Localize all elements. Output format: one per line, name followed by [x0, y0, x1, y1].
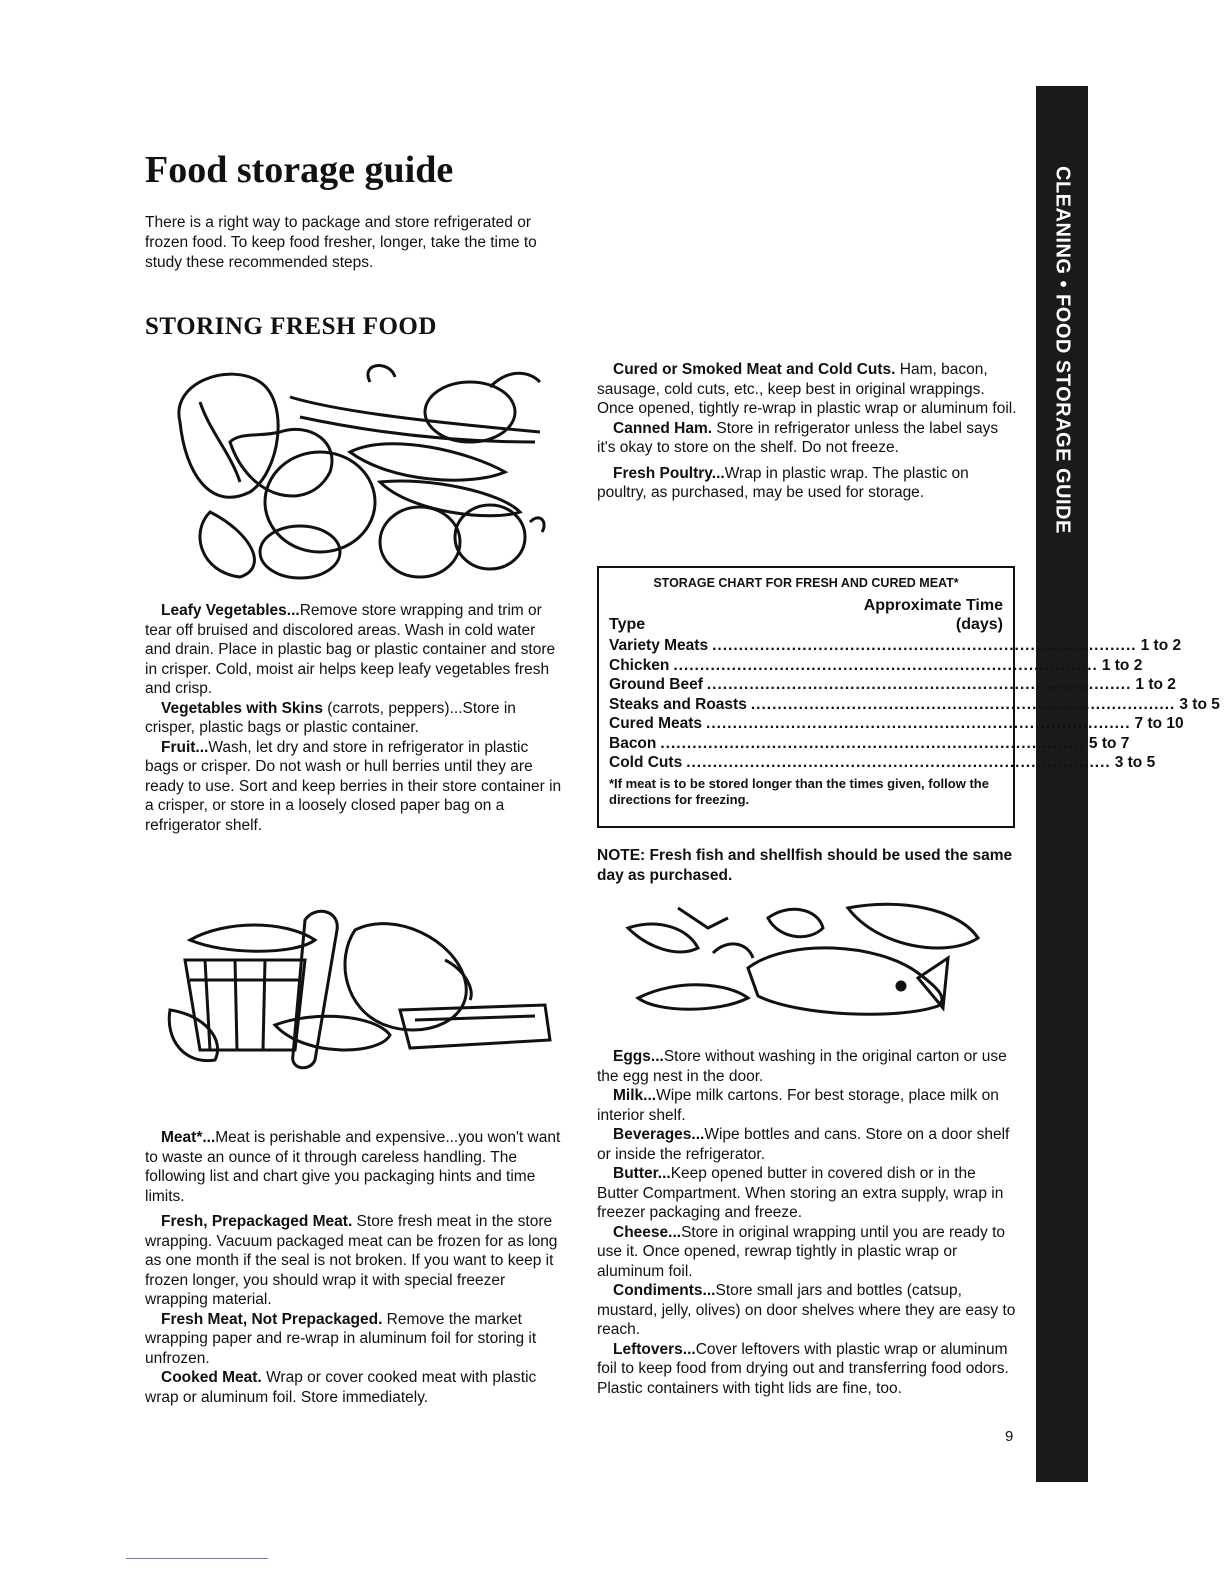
fish-illustration: [618, 898, 998, 1023]
leafy-vegetables-paragraph: Leafy Vegetables...Remove store wrapping and trim or tear off bruised and discolored areas. Wash in cold water and drain. Place in plastic bag or plastic container and store in crisper. Cold, moist air helps keep leafy vegetables fresh and crisp.: [145, 602, 556, 697]
meat-label: Meat*...: [161, 1129, 216, 1146]
chart-row: [609, 675, 1176, 695]
chart-row: [609, 695, 1220, 715]
chart-row-type: Cold Cuts: [609, 754, 683, 771]
chart-row-time: 5 to 7: [1088, 734, 1130, 752]
prepackaged-meat-label: Fresh, Prepackaged Meat.: [161, 1213, 353, 1230]
eggs-paragraph: Eggs...Store without washing in the original carton or use the egg nest in the door.: [597, 1048, 1007, 1085]
chart-footnote: *If meat is to be stored longer than the times given, follow the directions for freezing.: [609, 775, 989, 807]
butter-label: Butter...: [613, 1165, 671, 1182]
chart-row-time: 1 to 2: [1140, 637, 1182, 654]
cured-meat-label: Cured or Smoked Meat and Cold Cuts.: [613, 361, 896, 378]
cooked-meat-label: Cooked Meat.: [161, 1369, 262, 1386]
chart-row-time: 3 to 5: [1114, 754, 1156, 771]
left-column-top: [145, 601, 565, 835]
condiments-label: Condiments...: [613, 1282, 716, 1299]
chart-title: STORAGE CHART FOR FRESH AND CURED MEAT*: [653, 576, 959, 590]
canned-ham-paragraph: Canned Ham. Store in refrigerator unless the label says it's okay to store on the shelf. Do not freeze.: [597, 419, 999, 456]
chart-row: [609, 636, 1182, 656]
footer-line: [126, 1558, 268, 1559]
cheese-paragraph: Cheese...Store in original wrapping until you are ready to use it. Once opened, rewrap tightly in plastic wrap or aluminum foil.: [597, 1223, 1006, 1280]
left-column-bottom: [145, 1128, 565, 1407]
fruit-label: Fruit...: [161, 738, 209, 756]
chart-header: [609, 596, 1003, 634]
chart-row-type: Bacon: [609, 734, 657, 752]
chart-col-type: Type: [609, 616, 646, 633]
beverages-label: Beverages...: [613, 1126, 705, 1143]
milk-label: Milk...: [613, 1087, 657, 1104]
meat-storage-chart: [597, 566, 1220, 828]
right-column-bottom: [597, 1047, 1017, 1398]
condiments-paragraph: Condiments...Store small jars and bottles (catsup, mustard, jelly, olives) on door shelves where they are easy to reach.: [597, 1282, 1016, 1338]
leafy-vegetables-label: Leafy Vegetables...: [161, 602, 300, 619]
page-title: Food storage guide: [145, 149, 454, 191]
chart-row-type: Variety Meats: [609, 637, 709, 654]
side-tab-label: CLEANING • FOOD STORAGE GUIDE: [1051, 166, 1074, 534]
chart-row-type: Ground Beef: [609, 676, 703, 693]
vegetables-skins-label: Vegetables with Skins: [161, 699, 323, 717]
chart-row-time: 7 to 10: [1134, 715, 1184, 732]
chart-row-time: 3 to 5: [1179, 695, 1220, 713]
section-heading: STORING FRESH FOOD: [145, 313, 437, 340]
chart-row: [609, 714, 1184, 734]
eggs-label: Eggs...: [613, 1048, 664, 1065]
chart-row-leader: ................................................................................: [706, 676, 1132, 693]
chart-row-type: Chicken: [609, 656, 670, 674]
chart-row-type: Steaks and Roasts: [609, 695, 747, 713]
chart-rows: [609, 636, 1220, 773]
chart-col-time: Approximate Time (days): [863, 597, 1003, 633]
cured-meat-paragraph: Cured or Smoked Meat and Cold Cuts. Ham, bacon, sausage, cold cuts, etc., keep best in original wrappings. Once opened, tightly re-wrap in plastic wrap or aluminum foil.: [597, 361, 1017, 417]
cheese-label: Cheese...: [613, 1223, 682, 1241]
chart-row-leader: ................................................................................: [706, 715, 1131, 732]
prepackaged-meat-paragraph: Fresh, Prepackaged Meat. Store fresh meat in the store wrapping. Vacuum packaged meat can be frozen for as long as one month if the seal is not broken. If you want to keep it frozen longer, you should wrap it with special freezer wrapping material.: [145, 1213, 558, 1308]
milk-paragraph: Milk...Wipe milk cartons. For best storage, place milk on interior shelf.: [597, 1087, 999, 1124]
page-number: 9: [1005, 1428, 1014, 1445]
chart-row-leader: ................................................................................: [750, 695, 1176, 713]
chart-row-time: 1 to 2: [1101, 656, 1143, 674]
chart-row-leader: ................................................................................: [686, 754, 1111, 771]
chart-row-leader: ................................................................................: [712, 637, 1137, 654]
leftovers-label: Leftovers...: [613, 1340, 696, 1358]
fresh-poultry-label: Fresh Poultry...: [613, 464, 725, 482]
meat-paragraph: Meat*...Meat is perishable and expensive...you won't want to waste an ounce of it through careless handling. The following list and chart give you packaging hints and time limits.: [145, 1129, 561, 1205]
beverages-paragraph: Beverages...Wipe bottles and cans. Store on a door shelf or inside the refrigerator.: [597, 1126, 1010, 1163]
fruit-paragraph: Fruit...Wash, let dry and store in refrigerator in plastic bags or crisper. Do not wash or hull berries until they are ready to use. Sort and keep berries in their store container in a crisper, or store in a loosely closed paper bag on a refrigerator shelf.: [145, 738, 562, 834]
side-tab-label-wrap: [1036, 160, 1088, 540]
chart-row-type: Cured Meats: [609, 715, 703, 732]
chart-row-leader: ................................................................................: [660, 734, 1085, 752]
butter-paragraph: Butter...Keep opened butter in covered dish or in the Butter Compartment. When storing an extra supply, wrap in freezer packaging and freeze.: [597, 1165, 1004, 1221]
meat-illustration: [165, 900, 560, 1075]
right-column-top: [597, 360, 1017, 503]
fish-note: NOTE: Fresh fish and shellfish should be used the same day as purchased.: [597, 847, 1013, 884]
chart-row: [609, 656, 1143, 676]
not-prepackaged-paragraph: Fresh Meat, Not Prepackaged. Remove the market wrapping paper and re-wrap in aluminum foil for storing it unfrozen.: [145, 1310, 537, 1367]
chart-row: [609, 734, 1130, 754]
vegetables-illustration: [170, 362, 550, 584]
chart-row-leader: ................................................................................: [673, 656, 1098, 674]
not-prepackaged-label: Fresh Meat, Not Prepackaged.: [161, 1310, 383, 1328]
fresh-poultry-paragraph: Fresh Poultry...Wrap in plastic wrap. The plastic on poultry, as purchased, may be used for storage.: [597, 464, 969, 501]
chart-row-time: 1 to 2: [1135, 676, 1176, 693]
chart-row: [609, 753, 1156, 773]
vegetables-skins-paragraph: Vegetables with Skins (carrots, peppers)...Store in crisper, plastic bags or plastic container.: [145, 699, 516, 736]
leftovers-paragraph: Leftovers...Cover leftovers with plastic wrap or aluminum foil to keep food from drying out and transferring food odors. Plastic containers with tight lids are fine, too.: [597, 1340, 1009, 1397]
cooked-meat-paragraph: Cooked Meat. Wrap or cover cooked meat with plastic wrap or aluminum foil. Store immediately.: [145, 1369, 537, 1406]
canned-ham-label: Canned Ham.: [613, 419, 713, 437]
intro-paragraph: There is a right way to package and store refrigerated or frozen food. To keep food fresher, longer, take the time to study these recommended steps.: [145, 214, 537, 271]
